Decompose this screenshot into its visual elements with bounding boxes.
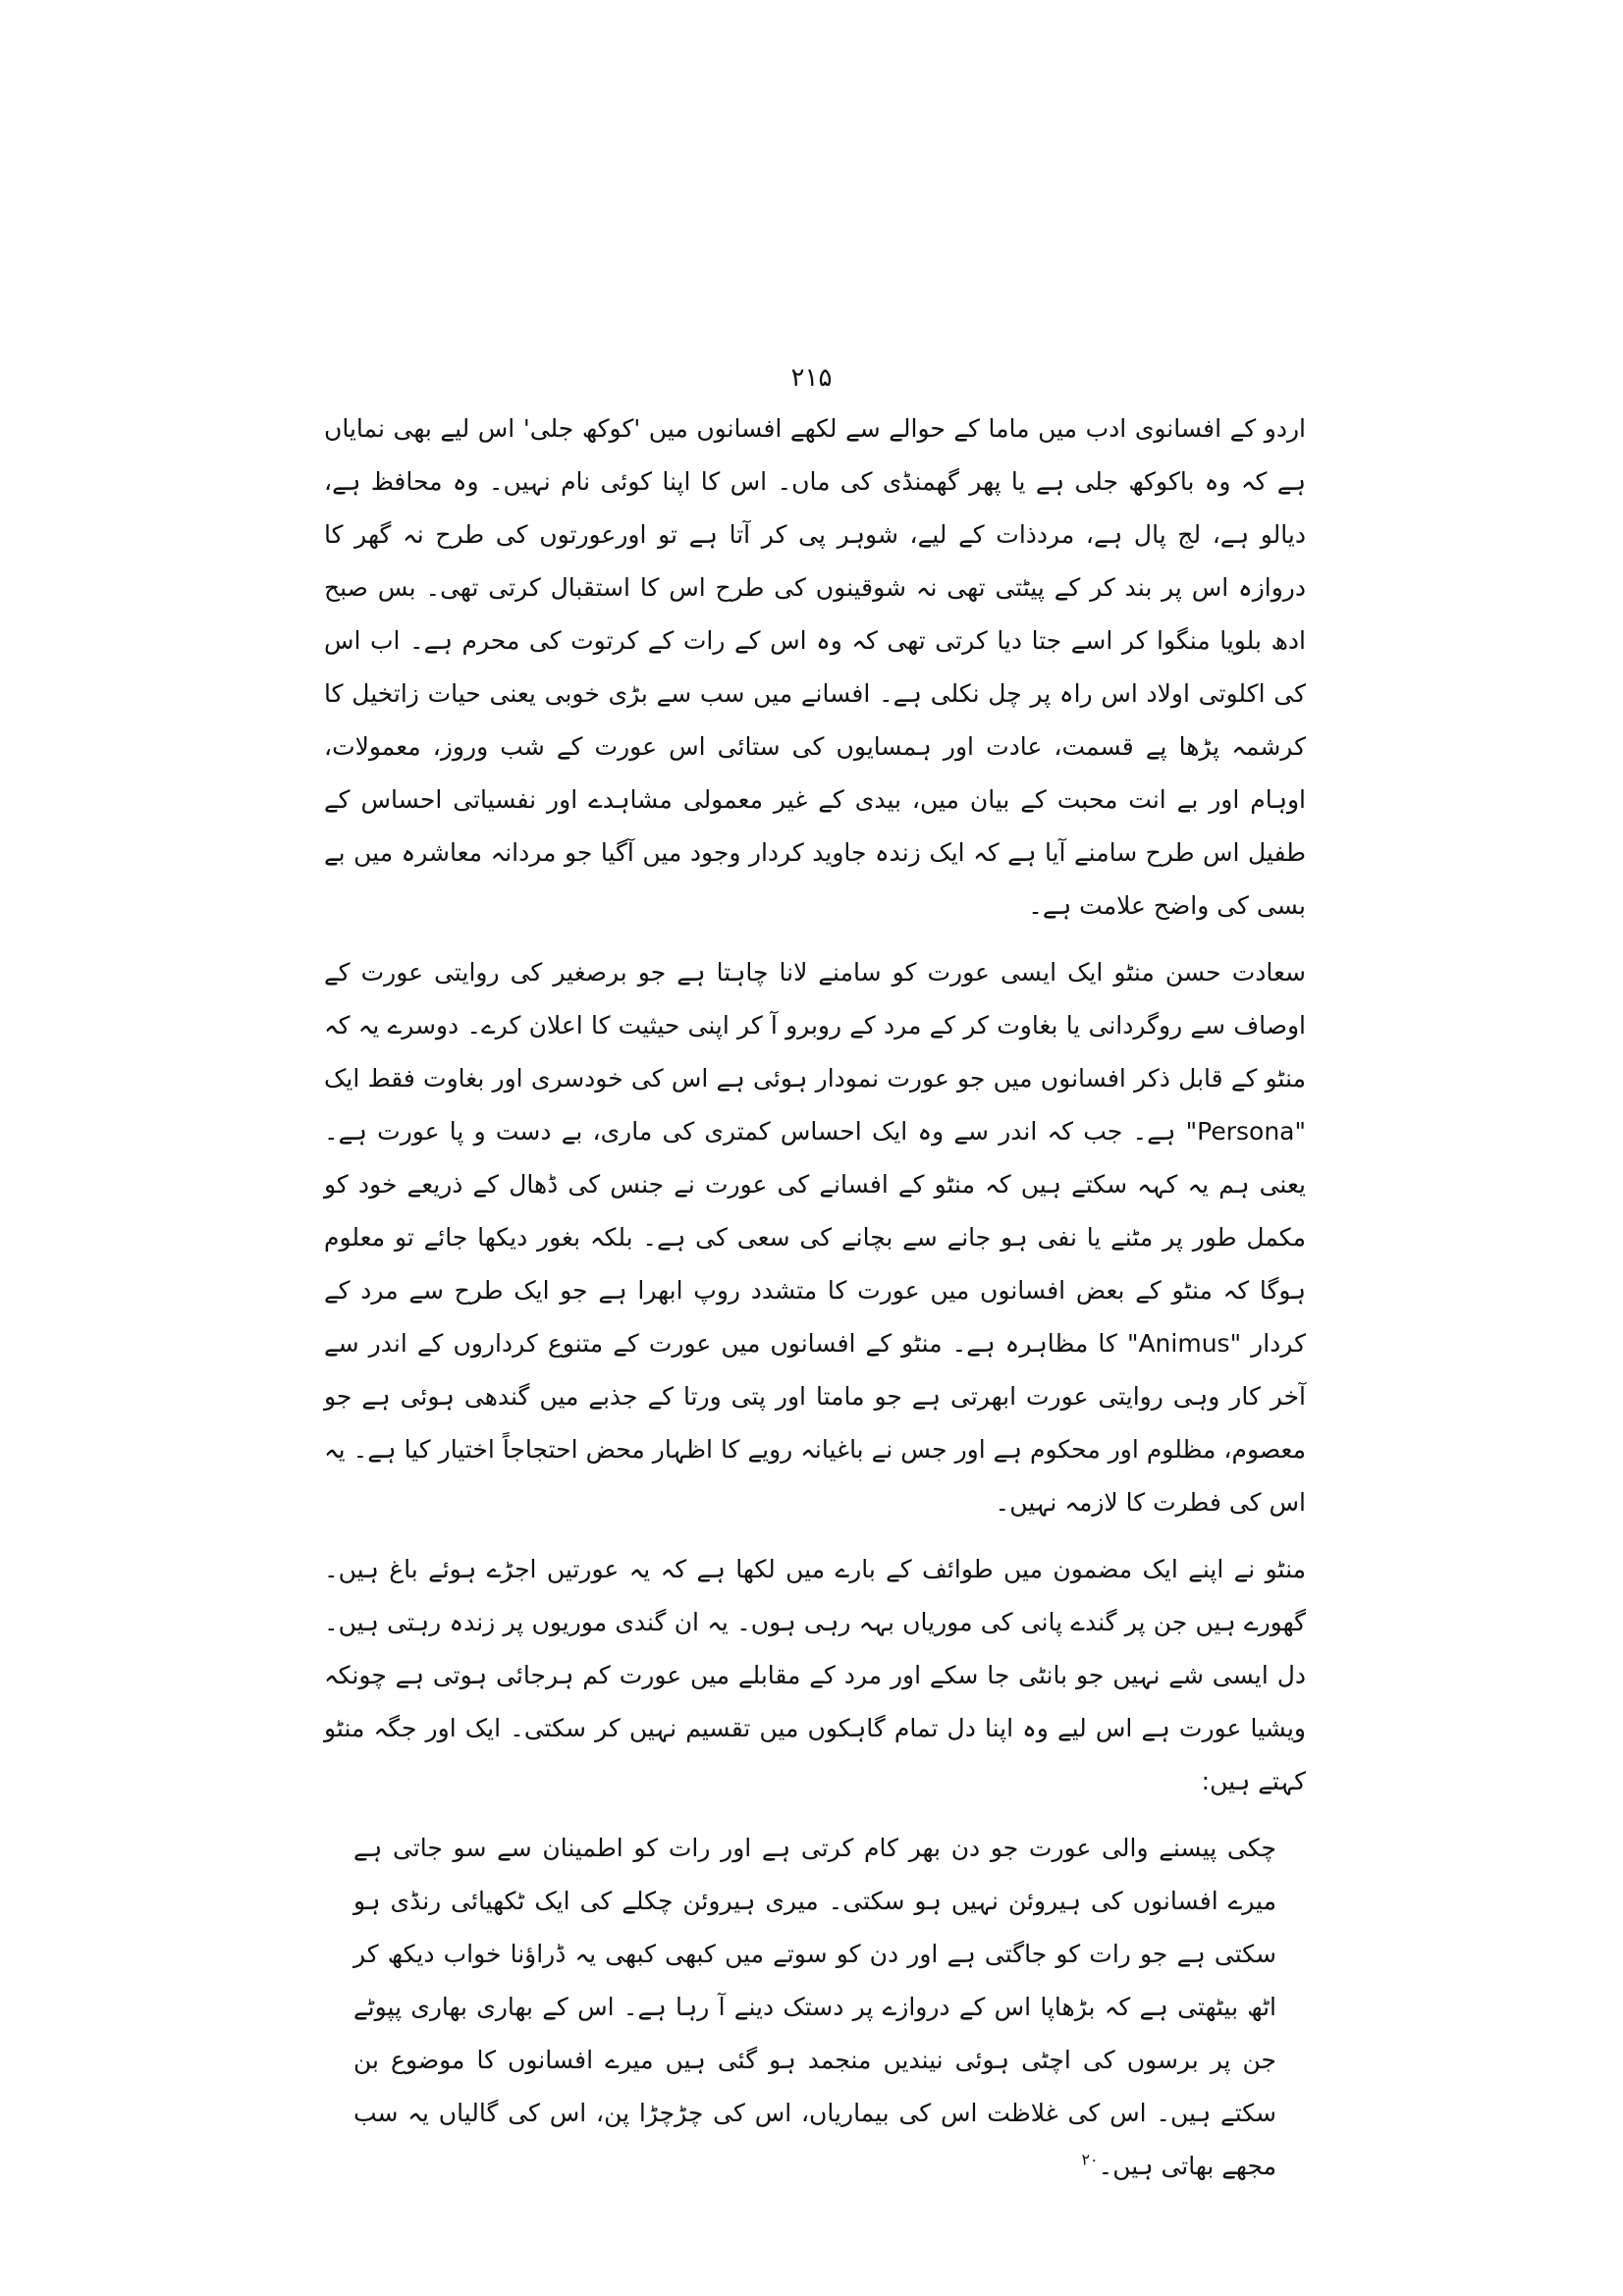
paragraph: سعادت حسن منٹو ایک ایسی عورت کو سامنے لانا چاہتا ہے جو برصغیر کی روایتی عورت کے اوصاف سے روگردانی یا بغاوت کر کے مرد کے روبرو آ کر اپنی حیثیت کا اعلان کرے۔ دوسرے یہ کہ منٹو کے قابل ذکر افسانوں میں جو عورت نمودار ہوئی ہے اس کی خودسری اور بغاوت فقط ایک "Persona" ہے۔ جب کہ اندر سے وہ ایک احساس کمتری کی ماری، بے دست و پا عورت ہے۔ یعنی ہم یہ کہہ سکتے ہیں کہ منٹو کے افسانے کی عورت نے جنس کی ڈھال کے ذریعے خود کو مکمل طور پر مٹنے یا نفی ہو جانے سے بچانے کی سعی کی ہے۔ بلکہ بغور دیکھا جائے تو معلوم ہوگا کہ منٹو کے بعض افسانوں میں عورت کا متشدد روپ ابھرا ہے جو ایک طرح سے مرد کے کردار "Animus" کا مظاہرہ ہے۔ منٹو کے افسانوں میں عورت کے متنوع کرداروں کے اندر سے آخر کار وہی روایتی عورت ابھرتی ہے جو مامتا اور پتی ورتا کے جذبے میں گندھی ہوئی ہے جو معصوم، مظلوم اور محکوم ہے اور جس نے باغیانہ رویے کا اظہار محض احتجاجاً اختیار کیا ہے۔ یہ اس کی فطرت کا لازمہ نہیں۔	[324, 958, 1307, 1517]
page-number: ۲۱۵	[790, 363, 833, 393]
block-quote	[353, 1822, 1276, 2193]
paragraph: اردو کے افسانوی ادب میں ماما کے حوالے سے لکھے افسانوں میں 'کوکھ جلی' اس لیے بھی نمایاں ہے کہ وہ باکوکھ جلی ہے یا پھر گھمنڈی کی ماں۔ اس کا اپنا کوئی نام نہیں۔ وہ محافظ ہے، دیالو ہے، لج پال ہے، مردذات کے لیے، شوہر پی کر آتا ہے تو اورعورتوں کی طرح نہ گھر کا دروازہ اس پر بند کر کے پیٹتی تھی نہ شوقینوں کی طرح اس کا استقبال کرتی تھی۔ بس صبح ادھ بلویا منگوا کر اسے جتا دیا کرتی تھی کہ وہ اس کے رات کے کرتوت کی محرم ہے۔ اب اس کی اکلوتی اولاد اس راہ پر چل نکلی ہے۔ افسانے میں سب سے بڑی خوبی یعنی حیات زاتخیل کا کرشمہ پڑھا پے قسمت، عادت اور ہمسایوں کی ستائی اس عورت کے شب وروز، معمولات، اوہام اور بے انت محبت کے بیان میں، بیدی کے غیر معمولی مشاہدے اور نفسیاتی احساس کے طفیل اس طرح سامنے آیا ہے کہ ایک زندہ جاوید کردار وجود میں آگیا جو مردانہ معاشرہ میں بے بسی کی واضح علامت ہے۔	[324, 414, 1307, 920]
page-body	[324, 402, 1306, 2193]
footnote-marker: ۲۰	[1081, 2150, 1099, 2169]
quote-text: چکی پیسنے والی عورت جو دن بھر کام کرتی ہے اور رات کو اطمینان سے سو جاتی ہے میرے افسانوں کی ہیروئن نہیں ہو سکتی۔ میری ہیروئن چکلے کی ایک ٹکھیائی رنڈی ہو سکتی ہے جو رات کو جاگتی ہے اور دن کو سوتے میں کبھی کبھی یہ ڈراؤنا خواب دیکھ کر اٹھ بیٹھتی ہے کہ بڑھاپا اس کے دروازے پر دستک دینے آ رہا ہے۔ اس کے بھاری بھاری پپوٹے جن پر برسوں کی اچٹی ہوئی نیندیں منجمد ہو گئی ہیں میرے افسانوں کا موضوع بن سکتے ہیں۔ اس کی غلاظت اس کی بیماریاں، اس کی چڑچڑا پن، اس کی گالیاں یہ سب مجھے بھاتی ہیں۔	[353, 1834, 1276, 2180]
paragraph: منٹو نے اپنے ایک مضمون میں طوائف کے بارے میں لکھا ہے کہ یہ عورتیں اجڑے ہوئے باغ ہیں۔ گھورے ہیں جن پر گندے پانی کی موریاں بہہ رہی ہوں۔ یہ ان گندی موریوں پر زندہ رہتی ہیں۔ دل ایسی شے نہیں جو بانٹی جا سکے اور مرد کے مقابلے میں عورت کم ہرجائی ہوتی ہے چونکہ ویشیا عورت ہے اس لیے وہ اپنا دل تمام گاہکوں میں تقسیم نہیں کر سکتی۔ ایک اور جگہ منٹو کہتے ہیں:	[324, 1555, 1306, 1795]
